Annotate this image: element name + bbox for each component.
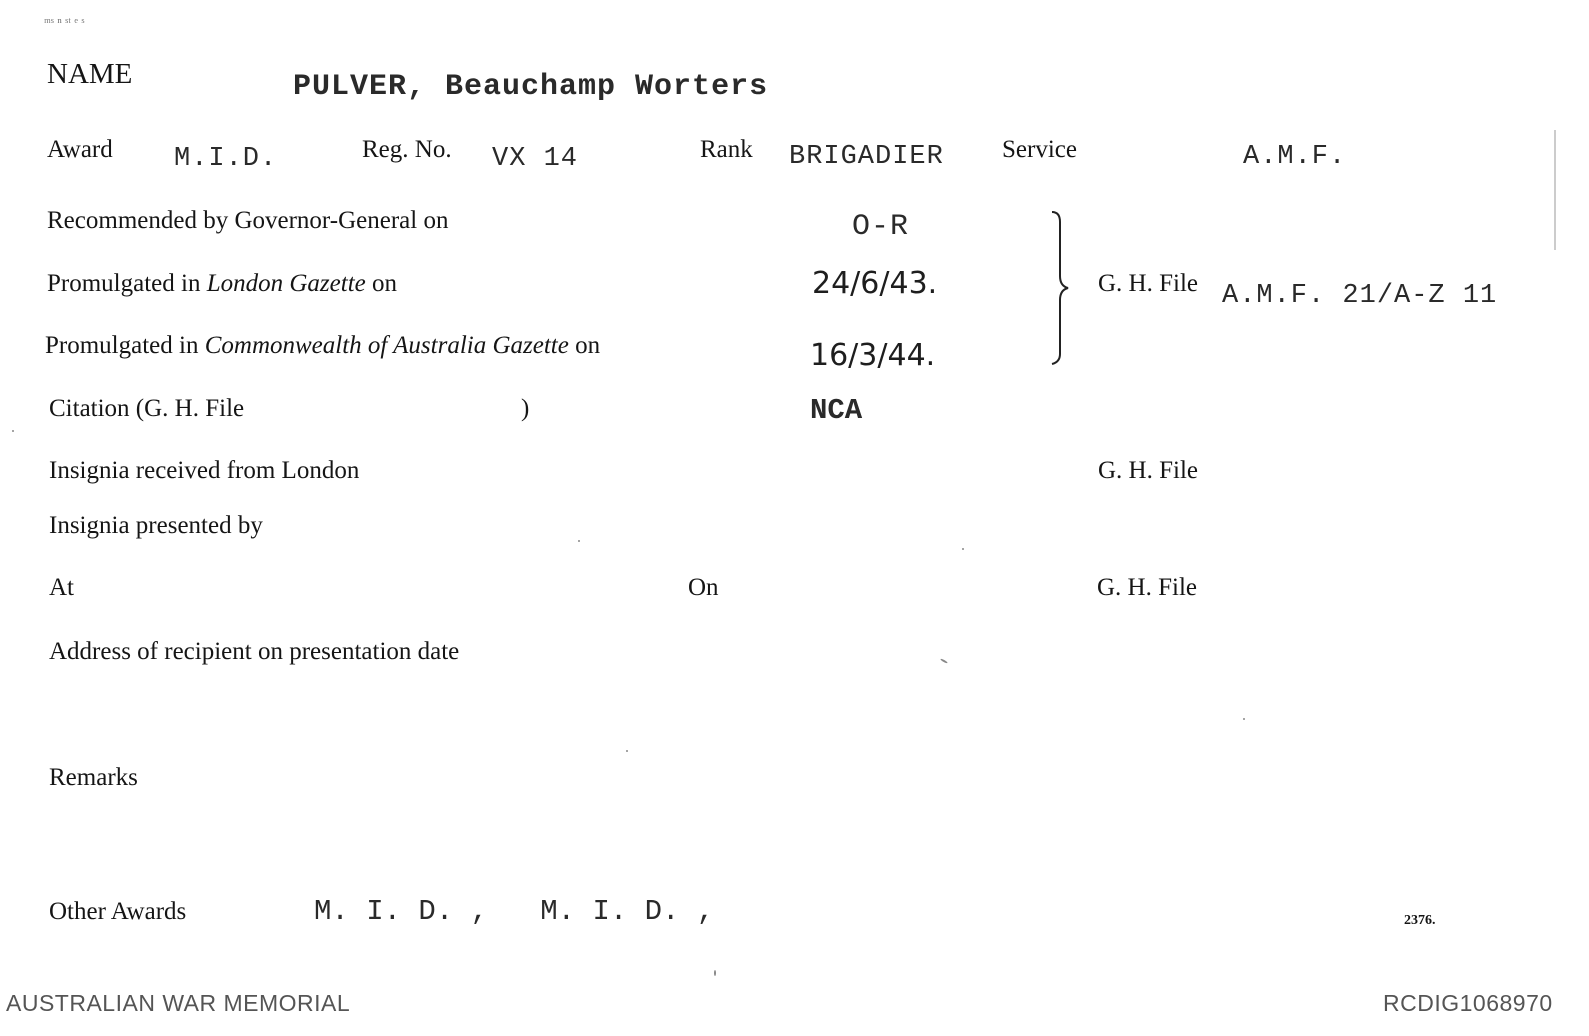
insignia-received-label: Insignia received from London [49,457,360,484]
regno-value: VX 14 [492,144,579,174]
london-date: 24/6/43. [812,266,938,301]
name-label: NAME [47,58,133,90]
speck [12,430,14,432]
header-marks: ᵐˢ ⁿ ˢᵗ ᵉ ˢ [44,16,85,31]
footer-institution: AUSTRALIAN WAR MEMORIAL [6,990,351,1016]
award-label: Award [47,136,113,163]
commonwealth-gazette-name: Commonwealth of Australia Gazette [204,332,569,359]
speck [962,548,964,550]
citation-close-paren: ) [521,395,530,422]
rank-label: Rank [700,136,753,163]
award-value: M.I.D. [174,144,278,174]
gh-file-label-3: G. H. File [1097,574,1197,601]
gh-file-label-1: G. H. File [1098,270,1198,297]
at-label: At [49,574,74,601]
footer-record-id: RCDIG1068970 [1383,990,1553,1016]
speck [1243,718,1245,720]
speck [578,540,580,542]
citation-value: NCA [810,394,863,427]
insignia-presented-label: Insignia presented by [49,512,263,539]
recommended-value: O-R [852,210,910,244]
citation-label: Citation (G. H. File [49,395,245,422]
remarks-label: Remarks [49,764,138,791]
london-prefix: Promulgated in [47,270,201,297]
commonwealth-date: 16/3/44. [810,338,936,373]
right-brace [1040,208,1080,368]
form-number: 2376. [1404,913,1436,928]
london-suffix: on [372,270,397,297]
speck [714,970,716,976]
other-awards-value: M. I. D. , M. I. D. , [314,895,715,928]
service-label: Service [1002,136,1077,163]
service-value: A.M.F. [1243,142,1347,172]
commonwealth-suffix: on [575,332,601,359]
address-label: Address of recipient on presentation date [49,638,460,665]
gh-file-label-2: G. H. File [1098,457,1198,484]
london-gazette-label [47,270,397,298]
commonwealth-prefix: Promulgated in [45,332,199,359]
speck [940,658,948,664]
rank-value: BRIGADIER [789,142,944,172]
brace-path [1052,212,1068,364]
london-gazette-name: London Gazette [206,270,366,297]
on-label: On [688,574,719,601]
other-awards-label: Other Awards [49,898,187,925]
name-value: PULVER, Beauchamp Worters [293,70,769,104]
gh-file-value-1: A.M.F. 21/A-Z 11 [1222,281,1498,311]
regno-label: Reg. No. [362,136,452,163]
speck [1554,130,1556,250]
commonwealth-gazette-label [45,332,600,360]
speck [626,750,628,752]
recommended-label: Recommended by Governor-General on [47,207,449,234]
